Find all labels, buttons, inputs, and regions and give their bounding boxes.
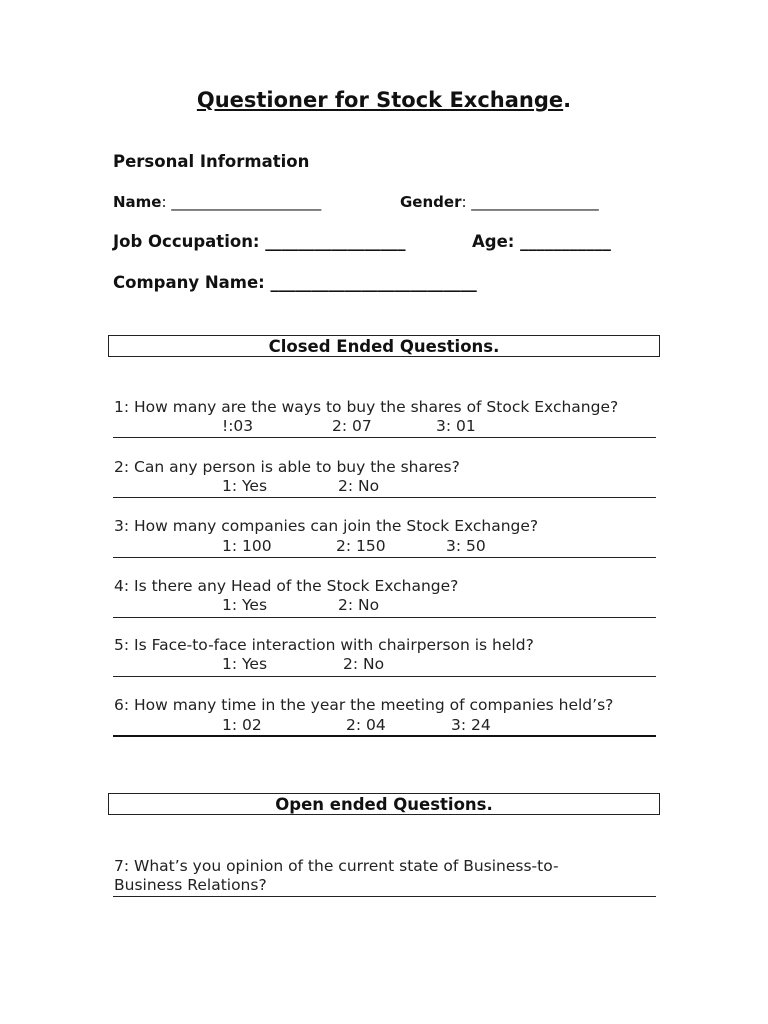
- age-label: Age:: [472, 232, 515, 251]
- q2-option-1[interactable]: 1: Yes: [222, 477, 268, 495]
- question-4: 4: Is there any Head of the Stock Exchange?: [114, 577, 459, 595]
- q1-option-2[interactable]: 2: 07: [332, 417, 372, 435]
- answer-line: [113, 437, 656, 438]
- q5-option-1[interactable]: 1: Yes: [222, 655, 268, 673]
- age-blank: ___________: [514, 232, 611, 251]
- q3-option-3[interactable]: 3: 50: [446, 537, 486, 555]
- q3-option-2[interactable]: 2: 150: [336, 537, 386, 555]
- question-7-line-1: 7: What’s you opinion of the current state of Business-to-: [114, 857, 559, 875]
- personal-info-heading: Personal Information: [113, 152, 310, 171]
- question-1: 1: How many are the ways to buy the shares of Stock Exchange?: [114, 398, 619, 416]
- closed-questions-header: Closed Ended Questions.: [108, 335, 660, 357]
- name-blank: : ____________________: [161, 193, 322, 211]
- answer-line: [113, 557, 656, 558]
- company-label: Company Name:: [113, 273, 265, 292]
- q3-option-1[interactable]: 1: 100: [222, 537, 272, 555]
- question-2: 2: Can any person is able to buy the shares?: [114, 458, 460, 476]
- question-7-line-2: Business Relations?: [114, 876, 267, 894]
- job-field[interactable]: [113, 232, 406, 251]
- answer-line: [113, 676, 656, 677]
- answer-line: [113, 617, 656, 618]
- answer-line[interactable]: [113, 896, 656, 897]
- q1-option-3[interactable]: 3: 01: [436, 417, 476, 435]
- open-questions-header: Open ended Questions.: [108, 793, 660, 815]
- title-text: Questioner for Stock Exchange: [196, 88, 564, 112]
- name-field[interactable]: [113, 193, 321, 211]
- q5-option-2[interactable]: 2: No: [343, 655, 385, 673]
- question-6: 6: How many time in the year the meeting of companies held’s?: [114, 696, 614, 714]
- q6-option-1[interactable]: 1: 02: [222, 716, 262, 734]
- q2-option-2[interactable]: 2: No: [338, 477, 380, 495]
- q6-option-2[interactable]: 2: 04: [346, 716, 386, 734]
- q4-option-1[interactable]: 1: Yes: [222, 596, 268, 614]
- job-blank: _________________: [259, 232, 406, 251]
- gender-blank: : _________________: [461, 193, 599, 211]
- q4-option-2[interactable]: 2: No: [338, 596, 380, 614]
- company-field[interactable]: [113, 273, 477, 292]
- q6-option-3[interactable]: 3: 24: [451, 716, 491, 734]
- title-period: .: [563, 88, 572, 112]
- page-title: [0, 88, 768, 112]
- answer-line: [113, 735, 656, 737]
- job-label: Job Occupation:: [113, 232, 260, 251]
- q1-option-1[interactable]: !:03: [222, 417, 254, 435]
- name-label: Name: [113, 193, 162, 211]
- question-3: 3: How many companies can join the Stock Exchange?: [114, 517, 539, 535]
- answer-line: [113, 497, 656, 498]
- gender-label: Gender: [400, 193, 462, 211]
- age-field[interactable]: [472, 232, 611, 251]
- gender-field[interactable]: [400, 193, 599, 211]
- question-5: 5: Is Face-to-face interaction with chairperson is held?: [114, 636, 534, 654]
- company-blank: _________________________: [264, 273, 477, 292]
